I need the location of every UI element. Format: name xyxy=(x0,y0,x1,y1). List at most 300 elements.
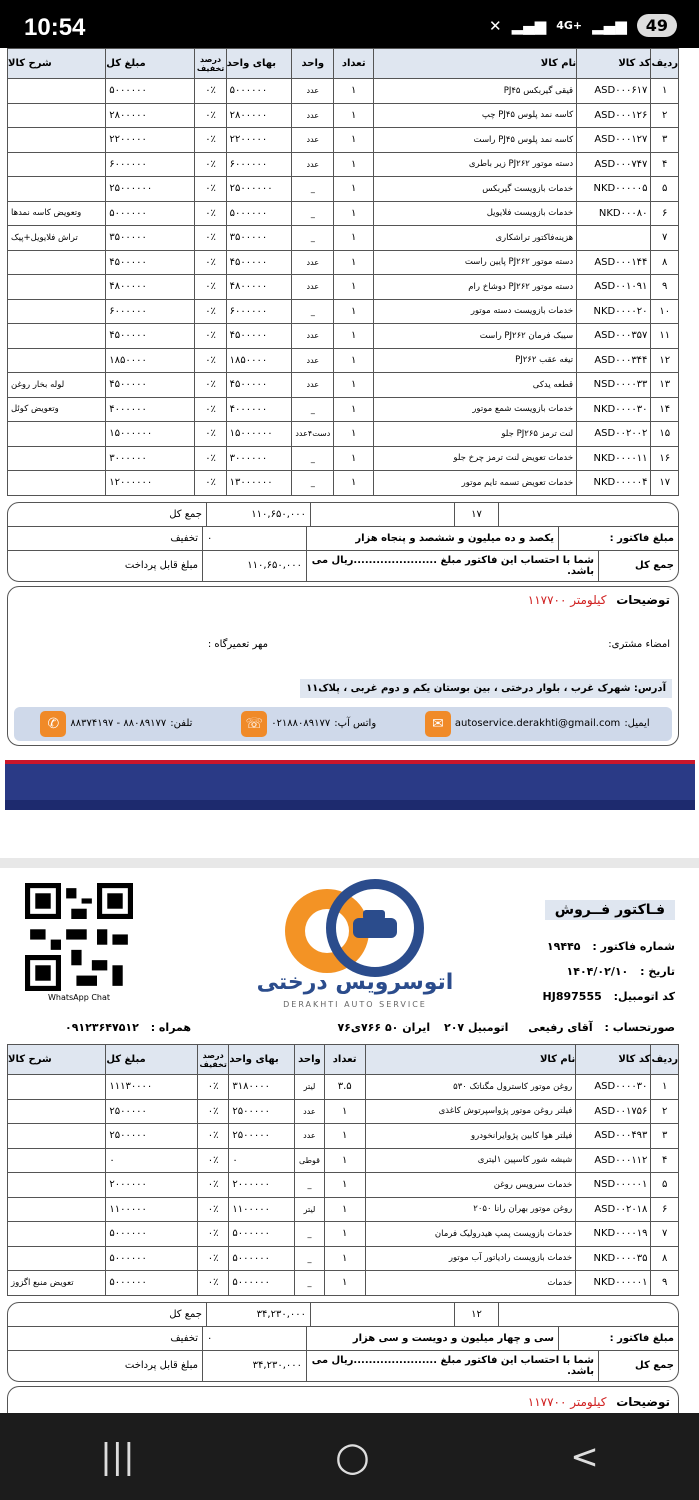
item-description xyxy=(8,103,106,128)
item-code: ASD۰۰۰۱۲۶ xyxy=(577,103,651,128)
item-discount: ۰٪ xyxy=(195,446,226,471)
car-model: اتومبیل ۲۰۷ xyxy=(443,1021,509,1034)
item-unit: _ xyxy=(295,1271,325,1296)
item-qty: ۱ xyxy=(334,226,374,251)
item-discount: ۰٪ xyxy=(197,1173,228,1198)
invoice-title: فـاکتور فــروش xyxy=(545,900,675,920)
item-name: قیقی گیربکس PJ۴۵ xyxy=(374,79,577,104)
total-label: جمع کل xyxy=(169,1308,202,1320)
mobile-label: همراه : xyxy=(150,1021,192,1034)
table-row xyxy=(8,348,679,373)
row-number: ۷ xyxy=(651,1222,679,1247)
item-unit: عدد xyxy=(295,1124,325,1149)
battery-indicator: 49 xyxy=(637,14,677,37)
item-code: NKD۰۰۰۰۳۵ xyxy=(576,1246,651,1271)
row-number: ۴ xyxy=(651,1148,679,1173)
header-desc: شرح کالا xyxy=(8,49,106,79)
row-number: ۶ xyxy=(651,1197,679,1222)
row-number: ۷ xyxy=(651,226,679,251)
item-description: لوله بخار روغن xyxy=(8,373,106,398)
item-code: NKD۰۰۰۰۰۴ xyxy=(577,471,651,496)
item-unit: _ xyxy=(295,1222,325,1247)
item-qty: ۱ xyxy=(324,1099,365,1124)
item-description xyxy=(8,1075,106,1100)
summary-box xyxy=(7,502,679,582)
item-description xyxy=(8,275,106,300)
recent-apps-icon[interactable]: ||| xyxy=(100,1436,135,1477)
item-name: خدمات xyxy=(365,1271,576,1296)
table-row xyxy=(8,177,679,202)
item-name: دسته موتور PJ۲۶۲ دوشاخ رام xyxy=(374,275,577,300)
item-description xyxy=(8,128,106,153)
item-unit: _ xyxy=(292,471,334,496)
page-gap xyxy=(0,858,699,868)
email-label: ایمیل: xyxy=(624,718,650,729)
item-name: قطعه یدکی xyxy=(374,373,577,398)
item-qty: ۱ xyxy=(324,1124,365,1149)
item-discount: ۰٪ xyxy=(195,324,226,349)
phone-number: ۸۸۰۸۹۱۷۷ - ۸۸۳۷۴۱۹۷ xyxy=(70,718,167,729)
item-qty: ۱ xyxy=(324,1222,365,1247)
item-unit: لیتر xyxy=(295,1197,325,1222)
item-description xyxy=(8,1124,106,1149)
item-discount: ۰٪ xyxy=(197,1099,228,1124)
item-discount: ۰٪ xyxy=(195,348,226,373)
item-unit-price: ۲۵۰۰۰۰۰ xyxy=(229,1099,295,1124)
item-qty: ۱ xyxy=(334,128,374,153)
item-total: ۴۵۰۰۰۰۰ xyxy=(106,373,195,398)
item-unit-price: ۲۰۰۰۰۰۰ xyxy=(229,1173,295,1198)
item-qty: ۳.۵ xyxy=(324,1075,365,1100)
item-code: NSD۰۰۰۰۳۳ xyxy=(577,373,651,398)
payable-label: مبلغ قابل پرداخت xyxy=(124,1360,198,1371)
item-discount: ۰٪ xyxy=(195,250,226,275)
item-qty: ۱ xyxy=(334,397,374,422)
table-row xyxy=(8,250,679,275)
item-name: خدمات بازویست رادیاتور آب موتور xyxy=(365,1246,576,1271)
header-price: بهای واحد xyxy=(226,49,292,79)
item-name: فیلتر روغن موتور پژواسپرتوش کاغذی xyxy=(365,1099,576,1124)
item-total: ۱۵۰۰۰۰۰۰ xyxy=(106,422,195,447)
grand-label: جمع کل xyxy=(598,1351,678,1381)
item-qty: ۱ xyxy=(334,446,374,471)
item-unit-price: ۲۵۰۰۰۰۰ xyxy=(229,1124,295,1149)
item-unit-price: ۴۸۰۰۰۰۰ xyxy=(226,275,292,300)
header-desc: شرح کالا xyxy=(8,1045,106,1075)
item-description xyxy=(8,79,106,104)
item-discount: ۰٪ xyxy=(197,1271,228,1296)
item-unit: قوطی xyxy=(295,1148,325,1173)
table-row xyxy=(8,201,679,226)
invoice-date: ۱۴۰۴/۰۲/۱۰ xyxy=(566,965,629,978)
item-qty: ۱ xyxy=(334,324,374,349)
row-number: ۲ xyxy=(651,103,679,128)
item-discount: ۰٪ xyxy=(195,397,226,422)
footer-banner-bottom xyxy=(5,800,695,810)
header-price: بهای واحد xyxy=(229,1045,295,1075)
item-discount: ۰٪ xyxy=(197,1246,228,1271)
item-discount: ۰٪ xyxy=(195,373,226,398)
item-name: روغن موتور کاسترول مگناتک ۵۳۰ xyxy=(365,1075,576,1100)
payable-value: ۱۱۰,۶۵۰,۰۰۰ xyxy=(202,551,306,581)
item-name: هزینه‌فاکتور تراشکاری xyxy=(374,226,577,251)
item-name: خدمات بازویست فلایویل xyxy=(374,201,577,226)
customer-name: آقای رفیعی xyxy=(528,1021,593,1034)
table-row xyxy=(8,299,679,324)
item-description xyxy=(8,324,106,349)
item-total: ۵۰۰۰۰۰۰ xyxy=(106,201,195,226)
item-unit-price: ۵۰۰۰۰۰۰ xyxy=(229,1271,295,1296)
item-total: ۴۰۰۰۰۰۰ xyxy=(106,397,195,422)
item-unit: عدد xyxy=(292,348,334,373)
item-description xyxy=(8,152,106,177)
item-code: NSD۰۰۰۰۰۱ xyxy=(576,1173,651,1198)
amount-words-label: مبلغ فاکتور : xyxy=(558,1327,678,1350)
item-total: ۴۸۰۰۰۰۰ xyxy=(106,275,195,300)
back-icon[interactable]: < xyxy=(570,1436,599,1477)
item-discount: ۰٪ xyxy=(195,128,226,153)
item-qty: ۱ xyxy=(324,1246,365,1271)
row-number: ۸ xyxy=(651,250,679,275)
item-total: ۵۰۰۰۰۰۰ xyxy=(106,1222,198,1247)
notes-value: کیلومتر ۱۱۷۷۰۰ xyxy=(527,592,607,607)
item-name: خدمات سرویس روغن xyxy=(365,1173,576,1198)
header-total: مبلغ کل xyxy=(106,49,195,79)
item-total: ۴۵۰۰۰۰۰ xyxy=(106,250,195,275)
item-unit-price: ۱۸۵۰۰۰۰ xyxy=(226,348,292,373)
item-code: ASD۰۰۱۰۹۱ xyxy=(577,275,651,300)
home-icon[interactable]: ○ xyxy=(334,1433,370,1480)
item-qty: ۱ xyxy=(334,275,374,300)
table-row xyxy=(8,275,679,300)
item-description: وتعویض کاسه نمدها xyxy=(8,201,106,226)
item-discount: ۰٪ xyxy=(197,1222,228,1247)
email-block[interactable] xyxy=(421,711,650,737)
item-name: سیبک فرمان PJ۲۶۲ راست xyxy=(374,324,577,349)
row-number: ۸ xyxy=(651,1246,679,1271)
item-unit: _ xyxy=(292,177,334,202)
item-qty: ۱ xyxy=(324,1173,365,1198)
item-code: NKD۰۰۰۸۰ xyxy=(577,201,651,226)
item-unit: عدد xyxy=(292,250,334,275)
item-unit: _ xyxy=(292,446,334,471)
item-description: تراش فلایویل+پیک xyxy=(8,226,106,251)
table-row xyxy=(8,1222,679,1247)
item-code: ASD۰۰۰۱۲۷ xyxy=(577,128,651,153)
table-row xyxy=(8,79,679,104)
invoice-page-1 xyxy=(5,48,695,858)
item-unit-price: ۴۵۰۰۰۰۰ xyxy=(226,373,292,398)
clock: 10:54 xyxy=(24,14,86,41)
row-number: ۱۱ xyxy=(651,324,679,349)
item-discount: ۰٪ xyxy=(195,79,226,104)
item-code: ASD۰۰۰۴۹۳ xyxy=(576,1124,651,1149)
header-code: کد کالا xyxy=(577,49,651,79)
header-qty: تعداد xyxy=(324,1045,365,1075)
total-count: ۱۲ xyxy=(454,1303,498,1326)
item-qty: ۱ xyxy=(334,422,374,447)
header-unit: واحد xyxy=(292,49,334,79)
summary-box-2 xyxy=(7,1302,679,1382)
item-discount: ۰٪ xyxy=(195,103,226,128)
item-name: شیشه شور کاسپین ۱لیتری xyxy=(365,1148,576,1173)
row-number: ۳ xyxy=(651,1124,679,1149)
table-row xyxy=(8,103,679,128)
qr-code[interactable] xyxy=(25,883,133,991)
item-discount: ۰٪ xyxy=(197,1124,228,1149)
table-row xyxy=(8,152,679,177)
item-unit-price: ۵۰۰۰۰۰۰ xyxy=(229,1246,295,1271)
item-code: NKD۰۰۰۰۰۱ xyxy=(576,1271,651,1296)
notes-label: توضیحات xyxy=(616,592,670,607)
item-qty: ۱ xyxy=(324,1197,365,1222)
item-discount: ۰٪ xyxy=(197,1075,228,1100)
total-label: جمع کل xyxy=(169,508,202,520)
item-discount: ۰٪ xyxy=(197,1148,228,1173)
item-unit-price: ۵۰۰۰۰۰۰ xyxy=(226,79,292,104)
invoice-number: ۱۹۴۴۵ xyxy=(546,940,581,953)
item-description xyxy=(8,299,106,324)
item-code: ASD۰۰۰۷۴۷ xyxy=(577,152,651,177)
item-code: NKD۰۰۰۰۱۱ xyxy=(577,446,651,471)
item-name: خدمات تعویض تسمه تایم موتور xyxy=(374,471,577,496)
item-qty: ۱ xyxy=(324,1271,365,1296)
item-unit-price: ۳۱۸۰۰۰۰ xyxy=(229,1075,295,1100)
item-total: ۱۱۰۰۰۰۰ xyxy=(106,1197,198,1222)
item-discount: ۰٪ xyxy=(195,471,226,496)
row-number: ۵ xyxy=(651,1173,679,1198)
item-discount: ۰٪ xyxy=(195,201,226,226)
header-name: نام کالا xyxy=(374,49,577,79)
row-number: ۱۷ xyxy=(651,471,679,496)
item-total: ۶۰۰۰۰۰۰ xyxy=(106,152,195,177)
email: autoservice.derakhti@gmail.com xyxy=(454,718,621,729)
signal-icon: ▂▄▆ xyxy=(511,16,547,35)
network-type: 4G+ xyxy=(556,19,583,32)
item-name: دسته موتور PJ۲۶۲ پایین راست xyxy=(374,250,577,275)
item-code: ASD۰۰۲۰۰۲ xyxy=(577,422,651,447)
item-description xyxy=(8,422,106,447)
item-name: دسته موتور PJ۲۶۲ زیر باطری xyxy=(374,152,577,177)
item-unit-price: ۶۰۰۰۰۰۰ xyxy=(226,152,292,177)
item-name: خدمات بازویست شمع موتور xyxy=(374,397,577,422)
item-description: تعویض منبع اگزوز xyxy=(8,1271,106,1296)
item-name: خدمات بازویست گیربکس xyxy=(374,177,577,202)
calc-text: شما با احتساب این فاکتور مبلغ ......................ریال می باشد. xyxy=(306,551,598,581)
item-description xyxy=(8,1197,106,1222)
item-total: ۲۲۰۰۰۰۰ xyxy=(106,128,195,153)
header-code: کد کالا xyxy=(576,1045,651,1075)
item-qty: ۱ xyxy=(334,299,374,324)
whatsapp-number: ۰۲۱۸۸۰۸۹۱۷۷ xyxy=(271,718,331,729)
item-name: لنت ترمز PJ۲۶۵ جلو xyxy=(374,422,577,447)
total-value: ۳۴,۲۳۰,۰۰۰ xyxy=(206,1303,310,1326)
item-description xyxy=(8,1148,106,1173)
item-qty: ۱ xyxy=(334,471,374,496)
item-code: ASD۰۰۰۳۵۷ xyxy=(577,324,651,349)
table-row xyxy=(8,128,679,153)
item-total: ۵۰۰۰۰۰۰ xyxy=(106,79,195,104)
amount-words: یکصد و ده میلیون و ششصد و پنجاه هزار xyxy=(306,527,558,550)
item-description xyxy=(8,446,106,471)
item-qty: ۱ xyxy=(334,373,374,398)
item-description xyxy=(8,1173,106,1198)
item-unit: عدد xyxy=(292,103,334,128)
table-row xyxy=(8,324,679,349)
date-label: تاریخ : xyxy=(640,965,675,978)
item-unit-price: ۴۵۰۰۰۰۰ xyxy=(226,250,292,275)
item-description xyxy=(8,1222,106,1247)
item-unit-price: ۴۰۰۰۰۰۰ xyxy=(226,397,292,422)
item-code: NKD۰۰۰۰۱۹ xyxy=(576,1222,651,1247)
item-unit-price: ۱۳۰۰۰۰۰۰ xyxy=(226,471,292,496)
header-row: ردیف xyxy=(651,1045,679,1075)
table-row xyxy=(8,446,679,471)
item-unit-price: ۰ xyxy=(229,1148,295,1173)
item-description xyxy=(8,471,106,496)
item-discount: ۰٪ xyxy=(195,275,226,300)
row-number: ۳ xyxy=(651,128,679,153)
row-number: ۹ xyxy=(651,1271,679,1296)
item-total: ۱۱۱۳۰۰۰۰ xyxy=(106,1075,198,1100)
mail-icon: ✉ xyxy=(425,711,451,737)
mobile-number: ۰۹۱۲۳۶۴۷۵۱۲ xyxy=(65,1021,139,1034)
logo-name: اتوسرویس درختی xyxy=(256,970,454,995)
item-code: ASD۰۰۰۱۴۴ xyxy=(577,250,651,275)
discount-value: ۰ xyxy=(202,1327,306,1350)
item-unit: دست۴عدد xyxy=(292,422,334,447)
amount-words-label: مبلغ فاکتور : xyxy=(558,527,678,550)
item-qty: ۱ xyxy=(324,1148,365,1173)
item-unit-price: ۳۵۰۰۰۰۰ xyxy=(226,226,292,251)
amount-words: سی و چهار میلیون و دویست و سی هزار xyxy=(306,1327,558,1350)
whatsapp-block[interactable] xyxy=(237,711,376,737)
mute-icon: ✕ xyxy=(489,16,502,35)
table-row xyxy=(8,1075,679,1100)
item-code: ASD۰۰۰۰۳۰ xyxy=(576,1075,651,1100)
item-unit: عدد xyxy=(292,128,334,153)
item-unit: عدد xyxy=(292,152,334,177)
row-number: ۱ xyxy=(651,1075,679,1100)
item-total: ۲۵۰۰۰۰۰ xyxy=(106,1124,198,1149)
item-unit: _ xyxy=(292,226,334,251)
item-name: روغن موتور بهران رانا ۲۰۵۰ xyxy=(365,1197,576,1222)
car-code: HJ897555 xyxy=(542,990,602,1003)
item-unit: _ xyxy=(295,1173,325,1198)
invoice-page-2 xyxy=(5,868,695,1413)
header-qty: تعداد xyxy=(334,49,374,79)
item-description xyxy=(8,1099,106,1124)
item-total: ۲۵۰۰۰۰۰۰ xyxy=(106,177,195,202)
payable-value: ۳۴,۲۳۰,۰۰۰ xyxy=(202,1351,306,1381)
table-row xyxy=(8,1173,679,1198)
item-unit: عدد xyxy=(292,373,334,398)
items-table-2 xyxy=(7,1044,679,1296)
item-unit-price: ۱۵۰۰۰۰۰۰ xyxy=(226,422,292,447)
table-row xyxy=(8,471,679,496)
item-unit: _ xyxy=(292,397,334,422)
phone-label: تلفن: xyxy=(170,718,193,729)
contact-bar xyxy=(14,707,672,741)
footer-banner xyxy=(5,760,695,800)
notes-label: توضیحات xyxy=(616,1394,670,1409)
row-number: ۲ xyxy=(651,1099,679,1124)
table-row xyxy=(8,1197,679,1222)
item-code xyxy=(577,226,651,251)
phone-block[interactable] xyxy=(36,711,192,737)
shop-stamp: مهر تعمیرگاه : xyxy=(207,638,268,650)
phone-icon: ✆ xyxy=(40,711,66,737)
item-description: وتعویض کوئل xyxy=(8,397,106,422)
item-total: ۳۵۰۰۰۰۰ xyxy=(106,226,195,251)
item-total: ۱۲۰۰۰۰۰۰ xyxy=(106,471,195,496)
row-number: ۱۶ xyxy=(651,446,679,471)
item-unit: عدد xyxy=(292,324,334,349)
notes-value: کیلومتر ۱۱۷۷۰۰ xyxy=(527,1394,607,1409)
item-unit-price: ۶۰۰۰۰۰۰ xyxy=(226,299,292,324)
footer-box xyxy=(7,586,679,746)
item-total: ۵۰۰۰۰۰۰ xyxy=(106,1246,198,1271)
grand-label: جمع کل xyxy=(598,551,678,581)
item-unit: عدد xyxy=(295,1099,325,1124)
table-row xyxy=(8,1124,679,1149)
table-row xyxy=(8,373,679,398)
row-number: ۱ xyxy=(651,79,679,104)
item-total: ۰ xyxy=(106,1148,198,1173)
item-total: ۵۰۰۰۰۰۰ xyxy=(106,1271,198,1296)
header-name: نام کالا xyxy=(365,1045,576,1075)
discount-label: تخفیف xyxy=(170,1332,198,1344)
item-name: خدمات تعویض لنت ترمز چرخ جلو xyxy=(374,446,577,471)
item-description xyxy=(8,250,106,275)
table-row xyxy=(8,1148,679,1173)
item-name: فیلتر هوا کابین پژوایرانخودرو xyxy=(365,1124,576,1149)
table-row xyxy=(8,226,679,251)
item-discount: ۰٪ xyxy=(195,152,226,177)
row-number: ۴ xyxy=(651,152,679,177)
item-total: ۲۰۰۰۰۰۰ xyxy=(106,1173,198,1198)
item-total: ۳۰۰۰۰۰۰ xyxy=(106,446,195,471)
invoice-number-label: شماره فاکتور : xyxy=(592,940,675,953)
item-code: ASD۰۰۰۶۱۷ xyxy=(577,79,651,104)
item-code: ASD۰۰۱۷۵۶ xyxy=(576,1099,651,1124)
item-code: NKD۰۰۰۰۳۰ xyxy=(577,397,651,422)
item-code: NKD۰۰۰۰۰۵ xyxy=(577,177,651,202)
table-row xyxy=(8,1099,679,1124)
item-qty: ۱ xyxy=(334,103,374,128)
item-description xyxy=(8,177,106,202)
signal-icon-2: ▂▄▆ xyxy=(592,16,627,35)
customer-label: صورتحساب : xyxy=(604,1021,675,1034)
row-number: ۶ xyxy=(651,201,679,226)
items-table xyxy=(7,48,679,496)
whatsapp-label: واتس آپ: xyxy=(334,718,377,729)
discount-value: ۰ xyxy=(202,527,306,550)
item-qty: ۱ xyxy=(334,348,374,373)
item-unit: _ xyxy=(295,1246,325,1271)
item-name: کاسه نمد پلوس PJ۴۵ راست xyxy=(374,128,577,153)
item-qty: ۱ xyxy=(334,152,374,177)
item-discount: ۰٪ xyxy=(197,1197,228,1222)
item-description xyxy=(8,1246,106,1271)
item-name: تیغه عقب PJ۲۶۲ xyxy=(374,348,577,373)
header-row: ردیف xyxy=(651,49,679,79)
item-total: ۲۸۰۰۰۰۰ xyxy=(106,103,195,128)
item-unit-price: ۳۰۰۰۰۰۰ xyxy=(226,446,292,471)
item-qty: ۱ xyxy=(334,250,374,275)
item-unit: لیتر xyxy=(295,1075,325,1100)
item-total: ۲۵۰۰۰۰۰ xyxy=(106,1099,198,1124)
